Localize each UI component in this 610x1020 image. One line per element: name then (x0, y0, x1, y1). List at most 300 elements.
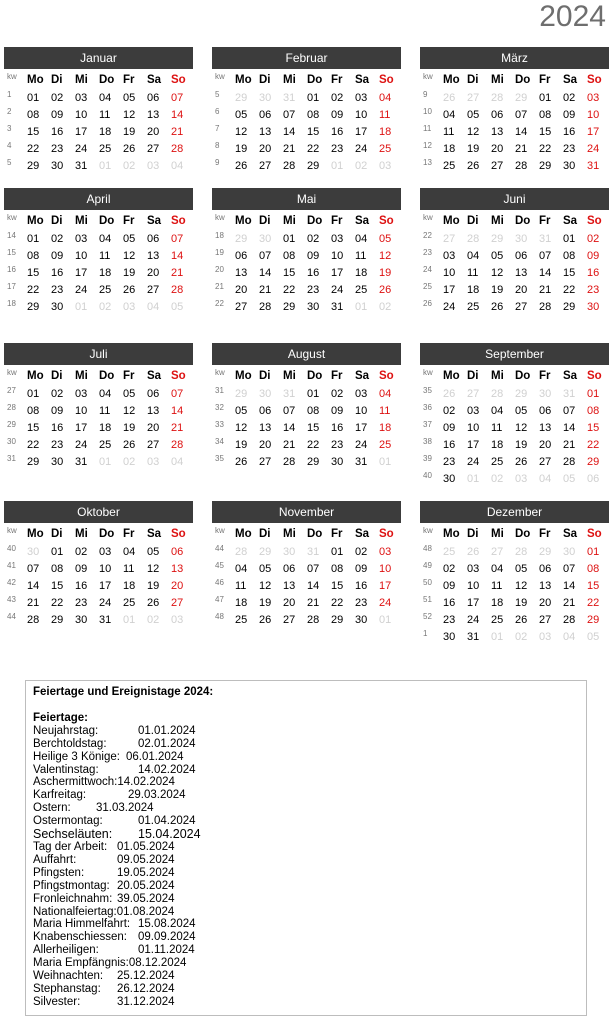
day-cell: 12 (259, 579, 272, 592)
day-cell: 31 (75, 455, 88, 468)
day-cell: 14 (171, 404, 184, 417)
day-cell: 23 (563, 142, 576, 155)
day-cell: 16 (307, 266, 320, 279)
day-cell: 07 (171, 387, 184, 400)
holiday-row (33, 815, 586, 828)
week-row (420, 577, 609, 594)
day-cell: 26 (515, 455, 528, 468)
day-cell: 29 (491, 232, 504, 245)
day-cell: 25 (99, 438, 112, 451)
day-cell: 08 (27, 404, 40, 417)
day-cell: 27 (147, 438, 160, 451)
holiday-date: 08.12.2024 (128, 957, 187, 970)
day-cell: 17 (587, 125, 600, 138)
holiday-name: Auffahrt: (33, 853, 77, 866)
week-row (212, 577, 401, 594)
holiday-row (33, 751, 586, 764)
day-cell: 11 (235, 579, 247, 592)
day-cell: 25 (235, 613, 248, 626)
day-cell: 26 (491, 300, 504, 313)
day-cell: 09 (587, 249, 600, 262)
day-cell: 01 (99, 159, 112, 172)
day-cell: 03 (355, 91, 368, 104)
week-row (212, 157, 401, 174)
day-cell: 20 (515, 283, 528, 296)
holiday-name: Heilige 3 Könige: (33, 750, 120, 763)
week-number: 48 (215, 612, 224, 621)
weekday-header: Sa (355, 370, 370, 382)
day-cell: 04 (147, 300, 160, 313)
month-4 (4, 188, 193, 315)
weekday-header: Mi (491, 370, 504, 382)
day-cell: 16 (51, 421, 64, 434)
day-cell: 28 (283, 455, 296, 468)
holiday-date: 06.01.2024 (126, 750, 184, 763)
week-row (4, 577, 193, 594)
day-cell: 13 (147, 108, 160, 121)
day-cell: 27 (443, 232, 456, 245)
weekday-header: Di (51, 528, 63, 540)
weekday-header: Mo (27, 215, 44, 227)
week-number: 6 (215, 107, 220, 116)
day-cell: 17 (467, 596, 480, 609)
holiday-date: 26.12.2024 (117, 982, 175, 995)
weekday-header: Fr (123, 370, 135, 382)
day-cell: 07 (171, 91, 184, 104)
day-cell: 24 (355, 142, 368, 155)
week-number: 40 (7, 544, 16, 553)
day-cell: 27 (539, 613, 552, 626)
weekday-header: Mi (75, 370, 88, 382)
day-cell: 11 (491, 579, 503, 592)
month-table (212, 525, 401, 628)
day-cell: 27 (283, 613, 296, 626)
day-cell: 26 (147, 596, 160, 609)
week-number: 27 (7, 386, 16, 395)
week-number: 5 (215, 90, 220, 99)
day-cell: 27 (539, 455, 552, 468)
day-cell: 13 (147, 404, 160, 417)
holiday-name: Knabenschiessen: (33, 931, 127, 944)
week-row (420, 470, 609, 487)
day-cell: 03 (171, 613, 184, 626)
week-number: 14 (7, 231, 16, 240)
day-cell: 19 (515, 596, 528, 609)
holiday-row (33, 931, 586, 944)
week-number: 7 (215, 124, 220, 133)
week-number: 29 (7, 420, 16, 429)
day-cell: 24 (355, 438, 368, 451)
day-cell: 28 (563, 613, 576, 626)
weekday-header: Do (307, 528, 323, 540)
day-cell: 22 (587, 596, 600, 609)
day-cell: 08 (307, 108, 320, 121)
day-cell: 12 (235, 421, 248, 434)
day-cell: 01 (75, 300, 88, 313)
week-number: 35 (215, 454, 224, 463)
day-cell: 05 (379, 232, 392, 245)
weekday-header: So (587, 370, 602, 382)
holiday-date: 31.12.2024 (117, 995, 175, 1008)
day-cell: 12 (379, 249, 392, 262)
kw-header: kw (423, 213, 433, 222)
month-table (212, 367, 401, 470)
day-cell: 03 (147, 159, 160, 172)
day-cell: 06 (147, 232, 160, 245)
holiday-name: Nationalfeiertag: (33, 905, 117, 918)
month-title: August (212, 343, 401, 365)
day-cell: 01 (331, 159, 344, 172)
day-cell: 26 (467, 159, 480, 172)
week-row (212, 453, 401, 470)
day-cell: 13 (491, 125, 504, 138)
week-number: 5 (7, 158, 12, 167)
day-cell: 05 (259, 562, 272, 575)
week-row (420, 453, 609, 470)
kw-header: kw (7, 72, 17, 81)
day-cell: 07 (283, 108, 296, 121)
holiday-name: Allerheiligen: (33, 944, 99, 957)
day-cell: 01 (283, 232, 296, 245)
day-cell: 02 (443, 562, 456, 575)
day-cell: 21 (515, 142, 528, 155)
day-cell: 23 (51, 283, 64, 296)
day-cell: 09 (355, 562, 368, 575)
month-title: April (4, 188, 193, 210)
day-cell: 30 (355, 613, 368, 626)
day-cell: 29 (307, 455, 320, 468)
day-cell: 28 (491, 387, 504, 400)
holiday-name: Maria Himmelfahrt: (33, 918, 131, 931)
day-cell: 04 (467, 249, 480, 262)
week-number: 11 (423, 124, 432, 133)
day-cell: 10 (587, 108, 600, 121)
day-cell: 29 (515, 387, 528, 400)
day-cell: 12 (491, 266, 504, 279)
day-cell: 27 (259, 159, 272, 172)
day-cell: 09 (51, 249, 64, 262)
day-cell: 17 (355, 125, 368, 138)
holiday-row (33, 893, 586, 906)
day-cell: 17 (75, 421, 88, 434)
day-cell: 09 (51, 404, 64, 417)
week-number: 36 (423, 403, 432, 412)
week-number: 52 (423, 612, 432, 621)
day-cell: 25 (443, 159, 456, 172)
day-cell: 11 (99, 249, 111, 262)
day-cell: 28 (515, 159, 528, 172)
holiday-name: Valentinstag: (33, 763, 99, 776)
day-cell: 02 (491, 472, 504, 485)
day-cell: 30 (515, 232, 528, 245)
kw-header: kw (215, 368, 225, 377)
week-number: 1 (7, 90, 12, 99)
day-cell: 05 (123, 387, 136, 400)
holidays-box (25, 680, 587, 1016)
day-cell: 17 (379, 579, 392, 592)
month-3 (420, 47, 609, 174)
week-number: 38 (423, 437, 432, 446)
holiday-date: 01.04.2024 (138, 815, 196, 828)
day-cell: 01 (307, 387, 320, 400)
weekday-header: Mi (491, 528, 504, 540)
day-cell: 12 (235, 125, 248, 138)
holiday-name: Tag der Arbeit: (33, 840, 108, 853)
day-cell: 13 (171, 562, 184, 575)
day-cell: 03 (379, 545, 392, 558)
week-number: 21 (215, 282, 224, 291)
day-cell: 21 (259, 283, 272, 296)
day-cell: 12 (467, 125, 480, 138)
weekday-header: Di (259, 215, 271, 227)
day-cell: 13 (539, 421, 552, 434)
weekday-header: Fr (331, 528, 343, 540)
week-row (420, 264, 609, 281)
day-cell: 08 (331, 562, 344, 575)
day-cell: 29 (27, 300, 40, 313)
day-cell: 25 (491, 613, 504, 626)
day-cell: 29 (587, 455, 600, 468)
month-1 (4, 47, 193, 174)
day-cell: 07 (563, 404, 576, 417)
day-cell: 22 (587, 438, 600, 451)
day-cell: 11 (443, 125, 455, 138)
week-row (420, 123, 609, 140)
day-cell: 01 (491, 630, 504, 643)
day-cell: 24 (75, 283, 88, 296)
day-cell: 20 (283, 596, 296, 609)
day-cell: 02 (123, 455, 136, 468)
weekday-header: Di (259, 370, 271, 382)
week-row (212, 281, 401, 298)
day-cell: 30 (443, 630, 456, 643)
day-cell: 06 (283, 562, 296, 575)
day-cell: 22 (331, 596, 344, 609)
day-cell: 03 (75, 387, 88, 400)
day-cell: 04 (443, 108, 456, 121)
day-cell: 26 (259, 613, 272, 626)
day-cell: 14 (27, 579, 40, 592)
day-cell: 28 (171, 142, 184, 155)
month-table (212, 212, 401, 315)
day-cell: 30 (443, 472, 456, 485)
day-cell: 02 (379, 300, 392, 313)
day-cell: 30 (51, 300, 64, 313)
day-cell: 27 (515, 300, 528, 313)
holiday-row (33, 970, 586, 983)
day-cell: 15 (27, 266, 40, 279)
holiday-list (33, 725, 586, 1009)
day-cell: 08 (587, 562, 600, 575)
kw-header: kw (7, 526, 17, 535)
day-cell: 14 (171, 108, 184, 121)
week-row (420, 402, 609, 419)
day-cell: 23 (331, 142, 344, 155)
day-cell: 10 (467, 579, 480, 592)
weekday-header: Fr (539, 215, 551, 227)
week-row (420, 560, 609, 577)
holiday-date: 01.11.2024 (138, 944, 195, 957)
month-title: November (212, 501, 401, 523)
weekday-header: Di (467, 528, 479, 540)
day-cell: 14 (563, 579, 576, 592)
weekday-header: So (587, 215, 602, 227)
day-cell: 24 (467, 455, 480, 468)
holiday-name: Stephanstag: (33, 982, 101, 995)
weekday-header: Di (467, 215, 479, 227)
week-row (212, 419, 401, 436)
week-number: 30 (7, 437, 16, 446)
day-cell: 05 (171, 300, 184, 313)
holiday-row (33, 828, 586, 841)
week-number: 23 (423, 248, 432, 257)
week-number: 9 (423, 90, 428, 99)
week-row (420, 247, 609, 264)
day-cell: 05 (147, 545, 160, 558)
day-cell: 10 (75, 404, 88, 417)
weekday-header: So (171, 74, 186, 86)
week-number: 51 (423, 595, 432, 604)
day-cell: 20 (147, 125, 160, 138)
holiday-row (33, 918, 586, 931)
day-cell: 19 (379, 266, 392, 279)
day-cell: 23 (587, 283, 600, 296)
holiday-date: 01.08.2024 (116, 905, 175, 918)
day-cell: 27 (467, 91, 480, 104)
day-cell: 16 (443, 596, 456, 609)
weekday-header: Mi (75, 74, 88, 86)
weekday-header: Sa (355, 528, 370, 540)
day-cell: 04 (379, 387, 392, 400)
day-cell: 16 (51, 266, 64, 279)
day-cell: 14 (307, 579, 320, 592)
week-row (4, 611, 193, 628)
week-number: 18 (7, 299, 16, 308)
day-cell: 04 (563, 630, 576, 643)
day-cell: 30 (283, 545, 296, 558)
holiday-name: Silvester: (33, 995, 81, 1008)
month-2 (212, 47, 401, 174)
holiday-row (33, 776, 586, 789)
month-title: Mai (212, 188, 401, 210)
day-cell: 22 (539, 142, 552, 155)
week-row (212, 247, 401, 264)
day-cell: 27 (147, 283, 160, 296)
day-cell: 01 (587, 545, 600, 558)
day-cell: 18 (123, 579, 136, 592)
day-cell: 20 (259, 142, 272, 155)
kw-header: kw (423, 368, 433, 377)
day-cell: 30 (259, 91, 272, 104)
weekday-header: Sa (147, 74, 162, 86)
week-number: 35 (423, 386, 432, 395)
day-cell: 25 (467, 300, 480, 313)
day-cell: 28 (259, 300, 272, 313)
holiday-row (33, 802, 586, 815)
holiday-date: 15.04.2024 (138, 827, 201, 842)
day-cell: 10 (355, 404, 368, 417)
day-cell: 28 (515, 545, 528, 558)
day-cell: 29 (563, 300, 576, 313)
week-row (4, 436, 193, 453)
day-cell: 15 (283, 266, 296, 279)
day-cell: 19 (515, 438, 528, 451)
week-row (212, 611, 401, 628)
week-row (420, 106, 609, 123)
day-cell: 11 (99, 404, 111, 417)
week-number: 25 (423, 282, 432, 291)
weekday-header: Mo (27, 370, 44, 382)
weekday-header: Sa (563, 528, 578, 540)
day-cell: 21 (171, 125, 184, 138)
month-table (4, 367, 193, 470)
weekday-header: So (587, 528, 602, 540)
day-cell: 02 (51, 91, 64, 104)
holiday-row (33, 854, 586, 867)
week-row (4, 247, 193, 264)
day-cell: 07 (539, 249, 552, 262)
day-cell: 27 (147, 142, 160, 155)
holiday-row (33, 867, 586, 880)
day-cell: 23 (51, 438, 64, 451)
week-number: 32 (215, 403, 224, 412)
holiday-name: Pfingsten: (33, 866, 85, 879)
day-cell: 05 (515, 404, 528, 417)
day-cell: 15 (331, 579, 344, 592)
week-row (212, 402, 401, 419)
week-row (212, 543, 401, 560)
day-cell: 07 (283, 404, 296, 417)
month-title: Juli (4, 343, 193, 365)
day-cell: 26 (467, 545, 480, 558)
weekday-header: Do (515, 528, 531, 540)
day-cell: 31 (563, 387, 576, 400)
week-row (4, 419, 193, 436)
weekday-header: Mo (27, 528, 44, 540)
day-cell: 31 (331, 300, 344, 313)
month-9 (420, 343, 609, 487)
day-cell: 20 (147, 421, 160, 434)
month-8 (212, 343, 401, 470)
day-cell: 23 (443, 613, 456, 626)
day-cell: 11 (379, 108, 391, 121)
day-cell: 21 (539, 283, 552, 296)
day-cell: 03 (443, 249, 456, 262)
day-cell: 30 (539, 387, 552, 400)
week-number: 50 (423, 578, 432, 587)
week-row (4, 594, 193, 611)
day-cell: 30 (51, 455, 64, 468)
day-cell: 06 (147, 91, 160, 104)
weekday-header: Fr (539, 370, 551, 382)
day-cell: 21 (307, 596, 320, 609)
day-cell: 22 (27, 142, 40, 155)
holiday-date: 29.03.2024 (128, 789, 186, 802)
day-cell: 21 (283, 438, 296, 451)
day-cell: 10 (443, 266, 456, 279)
day-cell: 03 (379, 159, 392, 172)
week-row (212, 106, 401, 123)
week-number: 19 (215, 248, 224, 257)
day-cell: 01 (563, 232, 576, 245)
weekday-header: Do (307, 370, 323, 382)
day-cell: 18 (379, 125, 392, 138)
day-cell: 12 (123, 249, 136, 262)
week-number: 8 (215, 141, 220, 150)
day-cell: 01 (27, 232, 40, 245)
holiday-row (33, 880, 586, 893)
week-number: 44 (7, 612, 16, 621)
